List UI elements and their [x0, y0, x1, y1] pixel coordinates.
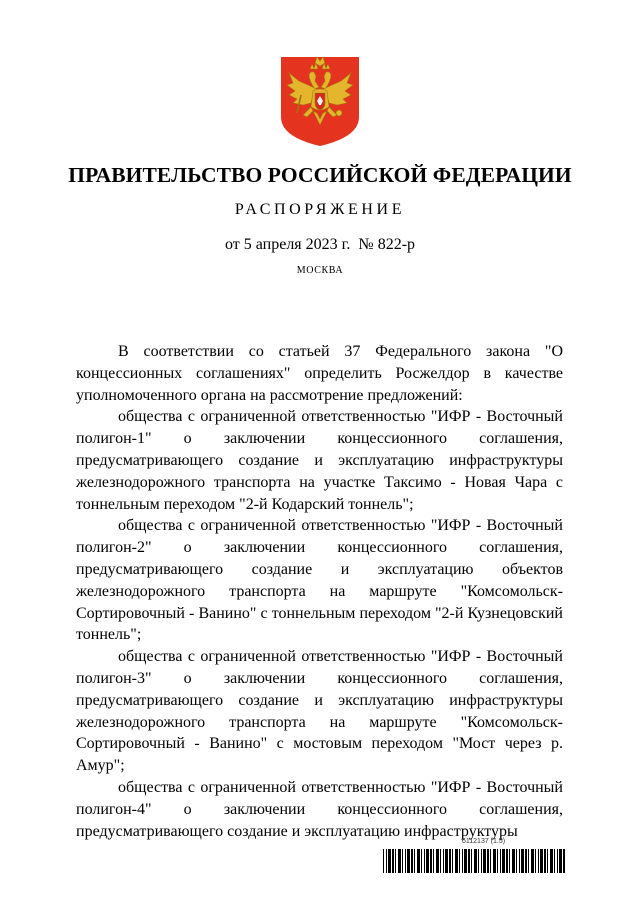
government-title: ПРАВИТЕЛЬСТВО РОССИЙСКОЙ ФЕДЕРАЦИИ: [68, 163, 572, 187]
document-type: РАСПОРЯЖЕНИЕ: [234, 201, 406, 218]
document-body: [76, 341, 563, 842]
body-paragraph: В соответствии со статьей 37 Федерального закона "О концессионных соглашениях" определить Росжелдор в качестве уполномоченного органа на рассмотрение предложений:: [76, 343, 563, 404]
document-date-number: от 5 апреля 2023 г. № 822-р: [224, 236, 416, 253]
barcode-label: 6112137 (1.5): [462, 838, 506, 845]
russian-coat-of-arms-icon: [279, 55, 361, 148]
document-city: МОСКВА: [296, 265, 344, 276]
body-paragraph: общества с ограниченной ответственностью "ИФР - Восточный полигон-4" о заключении концессионного соглашения, предусматривающего создание и эксплуатацию инфраструктуры: [76, 778, 563, 840]
body-paragraph: общества с ограниченной ответственностью "ИФР - Восточный полигон-1" о заключении концессионного соглашения, предусматривающего создание и эксплуатацию инфраструктуры железнодорожного транспорта на участке Таксимо - Новая Чара с тоннельным переходом "2-й Кодарский тоннель";: [76, 408, 563, 513]
barcode-icon: [383, 849, 565, 873]
body-paragraph: общества с ограниченной ответственностью "ИФР - Восточный полигон-2" о заключении концессионного соглашения, предусматривающего создание и эксплуатацию объектов железнодорожного транспорта на маршруте "Комсомольск-Сортировочный - Ванино" с тоннельным переходом "2-й Кузнецовский тоннель";: [76, 517, 563, 644]
body-paragraph: общества с ограниченной ответственностью "ИФР - Восточный полигон-3" о заключении концессионного соглашения, предусматривающего создание и эксплуатацию инфраструктуры железнодорожного транспорта на маршруте "Комсомольск-Сортировочный - Ванино" с мостовым переходом "Мост через р. Амур";: [76, 648, 563, 775]
